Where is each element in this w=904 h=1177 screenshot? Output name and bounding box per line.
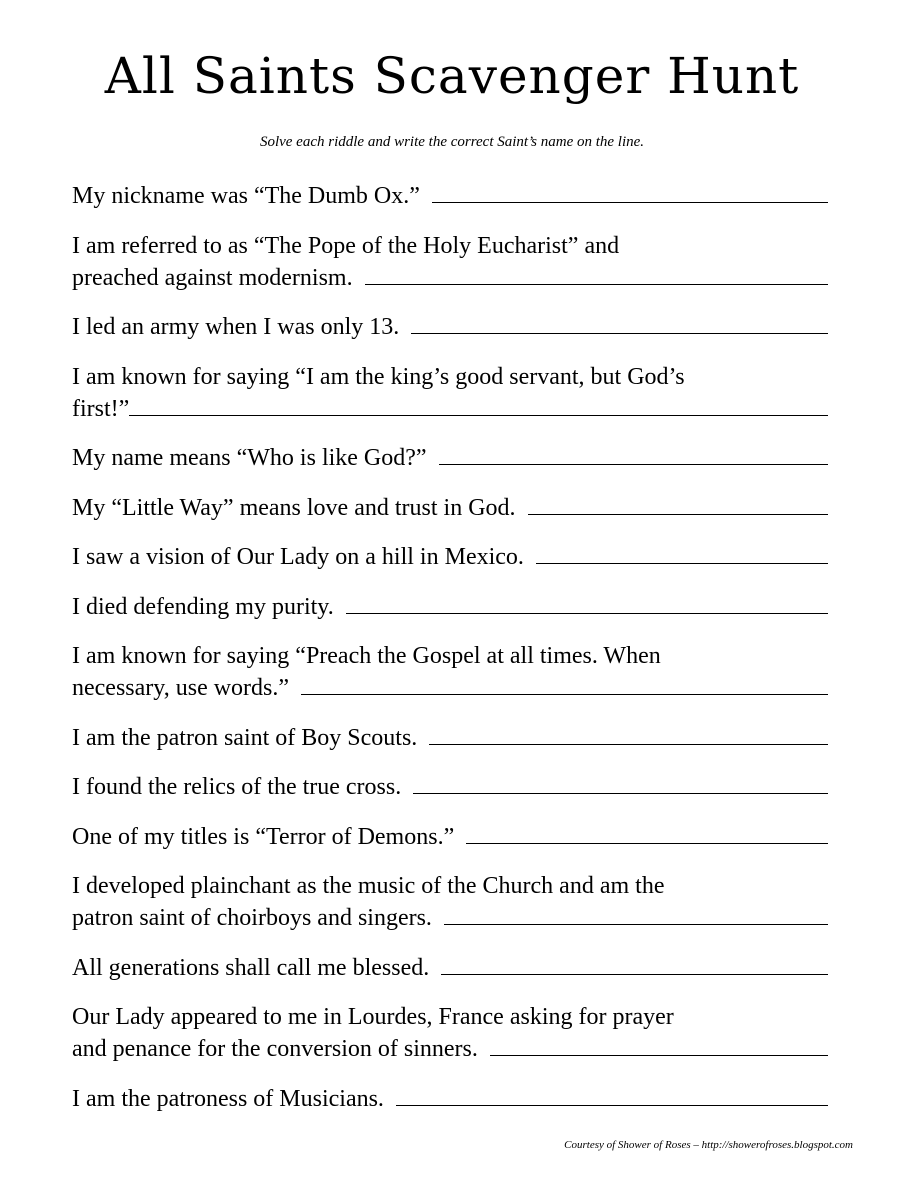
riddle-text: I am the patron saint of Boy Scouts. xyxy=(72,724,418,751)
riddle-item xyxy=(72,870,828,934)
riddle-text: I am the patroness of Musicians. xyxy=(72,1085,384,1112)
riddle-text: I died defending my purity. xyxy=(72,593,334,620)
riddle-answer-row xyxy=(72,442,828,474)
answer-blank-line[interactable] xyxy=(490,1055,828,1056)
answer-blank-line[interactable] xyxy=(429,744,828,745)
riddle-text: I am known for saying “Preach the Gospel at all times. When xyxy=(72,643,661,669)
riddle-answer-row xyxy=(72,1083,828,1115)
riddle-answer-row xyxy=(72,591,828,623)
riddle-item xyxy=(72,591,828,623)
riddle-list xyxy=(72,180,828,1132)
riddle-answer-row xyxy=(72,1033,828,1065)
answer-blank-line[interactable] xyxy=(129,415,828,416)
riddle-text: and penance for the conversion of sinners. xyxy=(72,1036,478,1062)
riddle-item xyxy=(72,492,828,524)
riddle-text: I saw a vision of Our Lady on a hill in Mexico. xyxy=(72,544,524,570)
riddle-answer-row xyxy=(72,952,828,984)
riddle-text: first!” xyxy=(72,395,130,422)
answer-blank-line[interactable] xyxy=(432,202,828,203)
riddle-answer-row xyxy=(72,672,828,704)
page-title: All Saints Scavenger Hunt xyxy=(104,47,800,105)
riddle-text: All generations shall call me blessed. xyxy=(72,954,430,981)
answer-blank-line[interactable] xyxy=(528,514,828,515)
riddle-text: My nickname was “The Dumb Ox.” xyxy=(72,183,420,209)
riddle-answer-row xyxy=(72,541,828,573)
riddle-item xyxy=(72,311,828,343)
riddle-text: I am known for saying “I am the king’s good servant, but God’s xyxy=(72,363,685,390)
answer-blank-line[interactable] xyxy=(365,284,828,285)
riddle-item xyxy=(72,771,828,803)
riddle-item xyxy=(72,180,828,212)
riddle-answer-row xyxy=(72,262,828,294)
riddle-item xyxy=(72,230,828,294)
riddle-item xyxy=(72,952,828,984)
riddle-answer-row xyxy=(72,311,828,343)
instructions: Solve each riddle and write the correct Saint’s name on the line. xyxy=(259,134,645,150)
riddle-item xyxy=(72,361,828,425)
riddle-text: I found the relics of the true cross. xyxy=(72,774,402,800)
answer-blank-line[interactable] xyxy=(301,694,828,695)
riddle-text: I developed plainchant as the music of the Church and am the xyxy=(72,873,665,899)
riddle-item xyxy=(72,541,828,573)
riddle-item xyxy=(72,1001,828,1065)
credit-line: Courtesy of Shower of Roses – http://showerofroses.blogspot.com xyxy=(564,1139,853,1151)
riddle-answer-row xyxy=(72,821,828,853)
answer-blank-line[interactable] xyxy=(536,563,828,564)
riddle-text: Our Lady appeared to me in Lourdes, France asking for prayer xyxy=(72,1004,674,1030)
riddle-text: patron saint of choirboys and singers. xyxy=(72,905,432,931)
riddle-answer-row xyxy=(72,722,828,754)
riddle-answer-row xyxy=(72,393,828,425)
riddle-text: I led an army when I was only 13. xyxy=(72,314,400,340)
answer-blank-line[interactable] xyxy=(466,843,828,844)
riddle-text: My “Little Way” means love and trust in God. xyxy=(72,494,516,521)
riddle-answer-row xyxy=(72,180,828,212)
answer-blank-line[interactable] xyxy=(441,974,828,975)
riddle-text: My name means “Who is like God?” xyxy=(72,445,427,471)
answer-blank-line[interactable] xyxy=(439,464,828,465)
riddle-text: preached against modernism. xyxy=(72,264,353,291)
riddle-answer-row xyxy=(72,492,828,524)
riddle-item xyxy=(72,1083,828,1115)
riddle-text: necessary, use words.” xyxy=(72,675,290,701)
riddle-item xyxy=(72,821,828,853)
riddle-text: I am referred to as “The Pope of the Holy Eucharist” and xyxy=(72,232,620,259)
riddle-answer-row xyxy=(72,902,828,934)
riddle-item xyxy=(72,722,828,754)
answer-blank-line[interactable] xyxy=(413,793,828,794)
riddle-answer-row xyxy=(72,771,828,803)
riddle-item xyxy=(72,442,828,474)
answer-blank-line[interactable] xyxy=(411,333,828,334)
answer-blank-line[interactable] xyxy=(346,613,828,614)
answer-blank-line[interactable] xyxy=(396,1105,828,1106)
answer-blank-line[interactable] xyxy=(444,924,828,925)
riddle-item xyxy=(72,640,828,704)
riddle-text: One of my titles is “Terror of Demons.” xyxy=(72,823,455,850)
